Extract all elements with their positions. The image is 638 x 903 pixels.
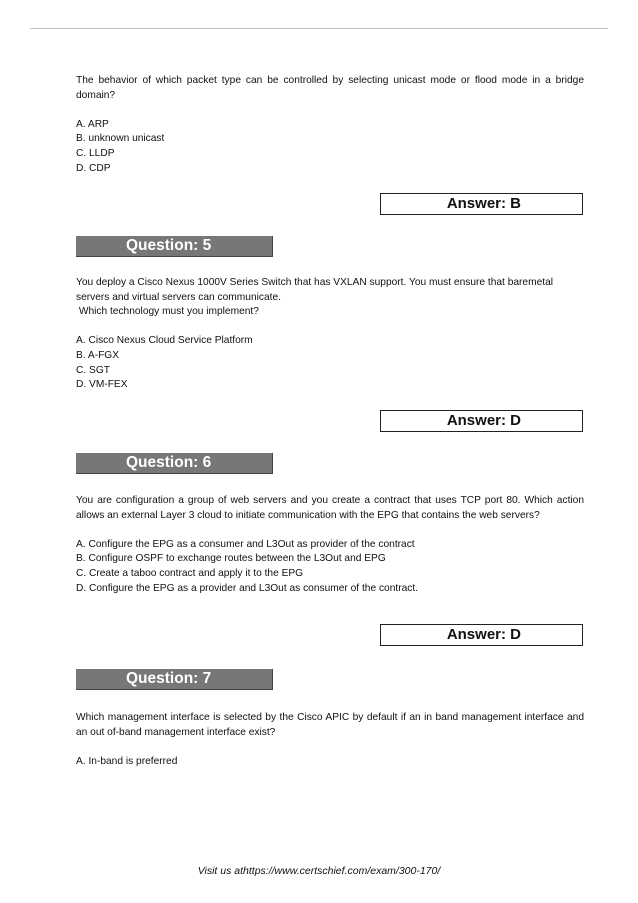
- question-7-body: [76, 711, 584, 769]
- question-4-option: B. unknown unicast: [76, 133, 165, 145]
- question-7-text: Which management interface is selected by the Cisco APIC by default if an in band management interface and an out of-band management interface exist?: [76, 712, 584, 738]
- question-4-option: D. CDP: [76, 162, 111, 174]
- question-5-option: A. Cisco Nexus Cloud Service Platform: [76, 335, 253, 347]
- answer-box-q4: Answer: B: [380, 193, 583, 215]
- question-4-option: A. ARP: [76, 118, 109, 130]
- question-6-option: C. Create a taboo contract and apply it to the EPG: [76, 567, 304, 579]
- question-6-header: Question: 6: [76, 453, 273, 474]
- answer-box-q5: Answer: D: [380, 410, 583, 432]
- question-4-text: The behavior of which packet type can be controlled by selecting unicast mode or flood mode in a bridge domain?: [76, 75, 584, 101]
- question-6-option: D. Configure the EPG as a provider and L3Out as consumer of the contract.: [76, 582, 419, 594]
- question-6-body: [76, 494, 584, 596]
- question-5-text: You deploy a Cisco Nexus 1000V Series Switch that has VXLAN support. You must ensure that baremetal servers and virtual servers can communicate.: [76, 277, 554, 303]
- question-6-option: A. Configure the EPG as a consumer and L3Out as provider of the contract: [76, 538, 415, 550]
- question-5-header: Question: 5: [76, 236, 273, 257]
- question-6-option: B. Configure OSPF to exchange routes between the L3Out and EPG: [76, 553, 386, 565]
- question-5-option: D. VM-FEX: [76, 379, 128, 391]
- header-divider: [30, 28, 608, 29]
- question-5-option: B. A-FGX: [76, 349, 120, 361]
- question-7-header: Question: 7: [76, 669, 273, 690]
- answer-box-q6: Answer: D: [380, 624, 583, 646]
- question-5-option: C. SGT: [76, 364, 110, 376]
- question-5-body: [76, 276, 584, 393]
- question-4-body: [76, 74, 584, 176]
- question-4-option: C. LLDP: [76, 147, 115, 159]
- question-7-option: A. In-band is preferred: [76, 755, 178, 767]
- question-6-text: You are configuration a group of web servers and you create a contract that uses TCP port 80. Which action allows an external Layer 3 cloud to initiate communication with the EPG that contains the web servers?: [76, 495, 584, 521]
- question-5-prompt: Which technology must you implement?: [76, 306, 259, 318]
- footer-link[interactable]: Visit us athttps://www.certschief.com/exam/300-170/: [197, 865, 441, 877]
